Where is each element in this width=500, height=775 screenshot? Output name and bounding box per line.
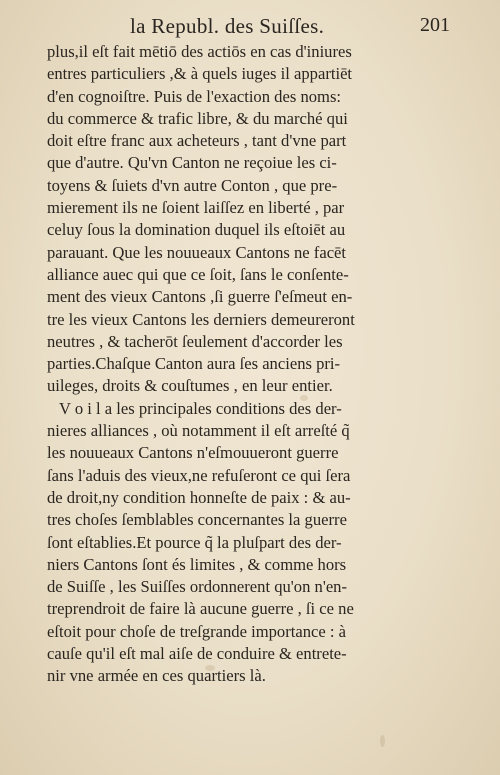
text-line: neutres , & tacherōt ſeulement d'accorder les	[47, 331, 343, 351]
paragraph-1	[47, 41, 407, 398]
text-line: cauſe qu'il eſt mal aiſe de conduire & entrete-	[47, 644, 347, 664]
text-line: toyens & ſuiets d'vn autre Conton , que pre-	[47, 175, 338, 195]
text-line: de droit,ny condition honneſte de paix : & au-	[47, 487, 351, 507]
text-line: treprendroit de faire là aucune guerre , ſi ce ne	[47, 599, 354, 619]
paragraph-2	[47, 398, 407, 688]
text-line: de Suiſſe , les Suiſſes ordonnerent qu'on n'en-	[47, 577, 348, 597]
text-line: d'en cognoiſtre. Puis de l'exaction des noms:	[47, 86, 342, 106]
text-line: parties.Chaſque Canton aura ſes anciens pri-	[47, 354, 341, 374]
text-line: ſans l'aduis des vieux,ne refuſeront ce qui ſera	[47, 465, 351, 485]
page-number: 201	[420, 14, 450, 36]
text-line: les nouueaux Cantons n'eſmouueront guerre	[47, 443, 339, 463]
text-line: mierement ils ne ſoient laiſſez en liberté , par	[47, 198, 345, 218]
text-line: V o i l a les principales conditions des der-	[59, 398, 342, 418]
text-line: alliance auec qui que ce ſoit, ſans le conſente-	[47, 264, 349, 284]
text-line: tres choſes ſemblables concernantes la guerre	[47, 510, 347, 530]
body-text	[47, 41, 407, 688]
text-line: du commerce & trafic libre, & du marché qui	[47, 108, 348, 128]
text-line: ment des vieux Cantons ,ſi guerre ſ'eſmeut en-	[47, 287, 353, 307]
text-line: eſtoit pour choſe de treſgrande importance : à	[47, 621, 347, 641]
text-line: doit eſtre franc aux acheteurs , tant d'vne part	[47, 131, 347, 151]
running-title: la Republ. des Suiſſes.	[130, 14, 325, 38]
text-line: entres particuliers ,& à quels iuges il appartiēt	[47, 64, 353, 84]
paper-stain	[380, 735, 385, 747]
text-line: niers Cantons ſont és limites , & comme hors	[47, 554, 347, 574]
page-header	[60, 14, 450, 40]
text-line: celuy ſous la domination duquel ils eſtoiēt au	[47, 220, 346, 240]
text-line: ſont eſtablies.Et pource q̃ la pluſpart des der-	[47, 532, 342, 552]
text-line: plus,il eſt fait mētiō des actiōs en cas d'iniures	[47, 42, 352, 61]
text-line: uileges, droits & couſtumes , en leur entier.	[47, 376, 333, 396]
text-line: tre les vieux Cantons les derniers demeureront	[47, 309, 355, 329]
text-line: que d'autre. Qu'vn Canton ne reçoiue les ci-	[47, 153, 337, 173]
text-line: nieres alliances , où notamment il eſt arreſté q̃	[47, 421, 350, 441]
text-line: parauant. Que les nouueaux Cantons ne facēt	[47, 242, 347, 262]
text-line: nir vne armée en ces quartiers là.	[47, 666, 266, 686]
